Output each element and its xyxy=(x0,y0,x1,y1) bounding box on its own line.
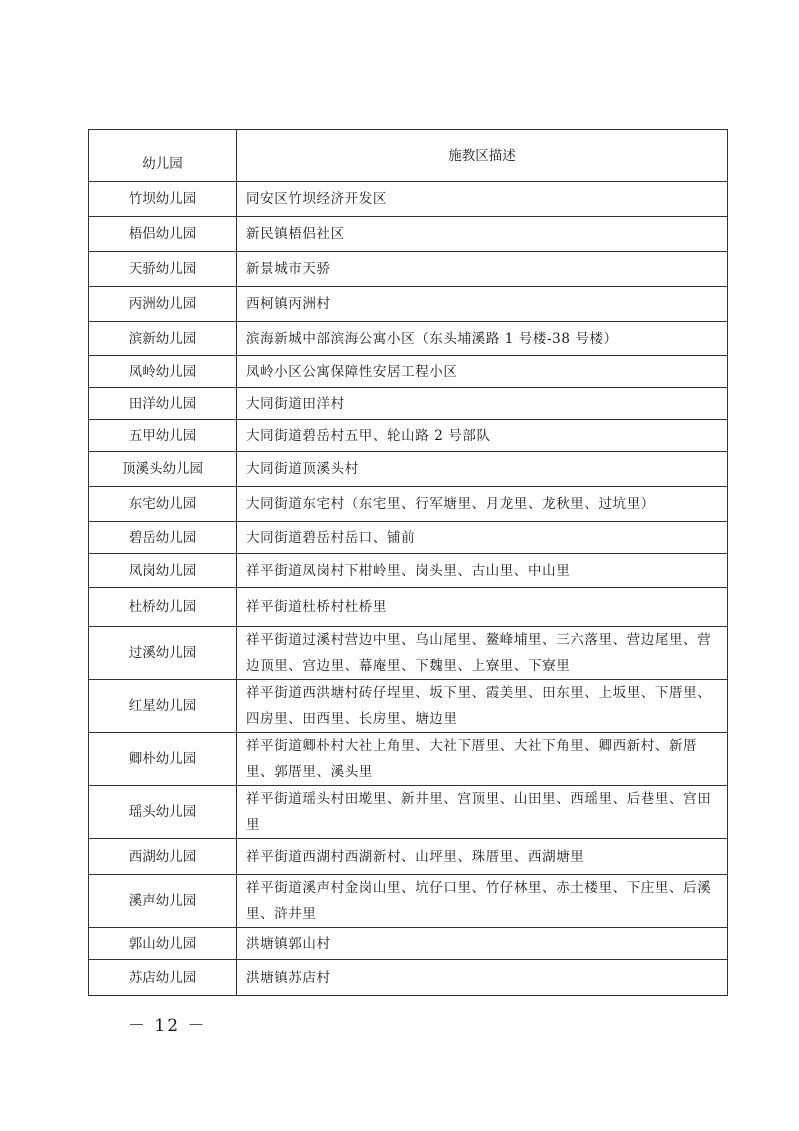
kindergarten-name: 碧岳幼儿园 xyxy=(89,522,237,554)
district-description: 凤岭小区公寓保障性安居工程小区 xyxy=(237,356,728,388)
table-header-row xyxy=(89,130,728,182)
table-row xyxy=(89,420,728,452)
table-row xyxy=(89,287,728,322)
kindergarten-name: 天骄幼儿园 xyxy=(89,252,237,287)
kindergarten-name: 杜桥幼儿园 xyxy=(89,588,237,627)
district-description: 洪塘镇郭山村 xyxy=(237,928,728,960)
table-row xyxy=(89,388,728,420)
district-description: 新民镇梧侣社区 xyxy=(237,217,728,252)
table-row xyxy=(89,356,728,388)
kindergarten-name: 西湖幼儿园 xyxy=(89,839,237,875)
district-description: 祥平街道凤岗村下柑岭里、岗头里、古山里、中山里 xyxy=(237,554,728,588)
kindergarten-name: 瑶头幼儿园 xyxy=(89,786,237,839)
district-description: 祥平街道西湖村西湖新村、山坪里、珠厝里、西湖塘里 xyxy=(237,839,728,875)
kindergarten-name: 凤岗幼儿园 xyxy=(89,554,237,588)
kindergarten-name: 田洋幼儿园 xyxy=(89,388,237,420)
district-description: 大同街道东宅村（东宅里、行军塘里、月龙里、龙秋里、过坑里） xyxy=(237,487,728,522)
district-description: 大同街道顶溪头村 xyxy=(237,452,728,487)
district-description: 大同街道碧岳村岳口、铺前 xyxy=(237,522,728,554)
kindergarten-name: 凤岭幼儿园 xyxy=(89,356,237,388)
table-row xyxy=(89,680,728,733)
table-row xyxy=(89,554,728,588)
header-district-description: 施教区描述 xyxy=(237,130,728,182)
table-row xyxy=(89,960,728,996)
kindergarten-name: 梧侣幼儿园 xyxy=(89,217,237,252)
kindergarten-name: 五甲幼儿园 xyxy=(89,420,237,452)
table-row xyxy=(89,875,728,928)
kindergarten-name: 卿朴幼儿园 xyxy=(89,733,237,786)
district-description: 大同街道田洋村 xyxy=(237,388,728,420)
header-kindergarten: 幼儿园 xyxy=(89,130,237,182)
table-row xyxy=(89,252,728,287)
district-description: 祥平街道溪声村金岗山里、坑仔口里、竹仔林里、赤土楼里、下庄里、后溪里、浒井里 xyxy=(237,875,728,928)
table-row xyxy=(89,588,728,627)
district-description: 新景城市天骄 xyxy=(237,252,728,287)
district-description: 同安区竹坝经济开发区 xyxy=(237,182,728,217)
district-description: 祥平街道杜桥村杜桥里 xyxy=(237,588,728,627)
table-body xyxy=(89,182,728,996)
table-row xyxy=(89,928,728,960)
kindergarten-district-table xyxy=(88,129,728,996)
kindergarten-name: 顶溪头幼儿园 xyxy=(89,452,237,487)
table-row xyxy=(89,733,728,786)
district-description: 祥平街道瑶头村田墘里、新井里、宫顶里、山田里、西瑶里、后巷里、宫田里 xyxy=(237,786,728,839)
table-row xyxy=(89,839,728,875)
kindergarten-name: 滨新幼儿园 xyxy=(89,322,237,356)
district-description: 洪塘镇苏店村 xyxy=(237,960,728,996)
table-row xyxy=(89,217,728,252)
district-description: 祥平街道西洪塘村砖仔埕里、坂下里、霞美里、田东里、上坂里、下厝里、四房里、田西里、长房里、塘边里 xyxy=(237,680,728,733)
kindergarten-name: 溪声幼儿园 xyxy=(89,875,237,928)
kindergarten-name: 东宅幼儿园 xyxy=(89,487,237,522)
table-row xyxy=(89,452,728,487)
kindergarten-name: 竹坝幼儿园 xyxy=(89,182,237,217)
table-row xyxy=(89,786,728,839)
kindergarten-name: 郭山幼儿园 xyxy=(89,928,237,960)
kindergarten-name: 苏店幼儿园 xyxy=(89,960,237,996)
kindergarten-name: 过溪幼儿园 xyxy=(89,627,237,680)
district-description: 西柯镇丙洲村 xyxy=(237,287,728,322)
table-row xyxy=(89,627,728,680)
table-row xyxy=(89,322,728,356)
district-description: 大同街道碧岳村五甲、轮山路 2 号部队 xyxy=(237,420,728,452)
table-row xyxy=(89,522,728,554)
district-description: 祥平街道卿朴村大社上角里、大社下厝里、大社下角里、卿西新村、新厝里、郭厝里、溪头里 xyxy=(237,733,728,786)
district-description: 祥平街道过溪村营边中里、乌山尾里、鳌峰埔里、三六落里、营边尾里、营边顶里、宫边里、幕庵里、下魏里、上寮里、下寮里 xyxy=(237,627,728,680)
table-row xyxy=(89,182,728,217)
kindergarten-name: 红星幼儿园 xyxy=(89,680,237,733)
kindergarten-name: 丙洲幼儿园 xyxy=(89,287,237,322)
district-description: 滨海新城中部滨海公寓小区（东头埔溪路 1 号楼-38 号楼） xyxy=(237,322,728,356)
table-row xyxy=(89,487,728,522)
page-number: － 12 － xyxy=(128,1016,207,1036)
